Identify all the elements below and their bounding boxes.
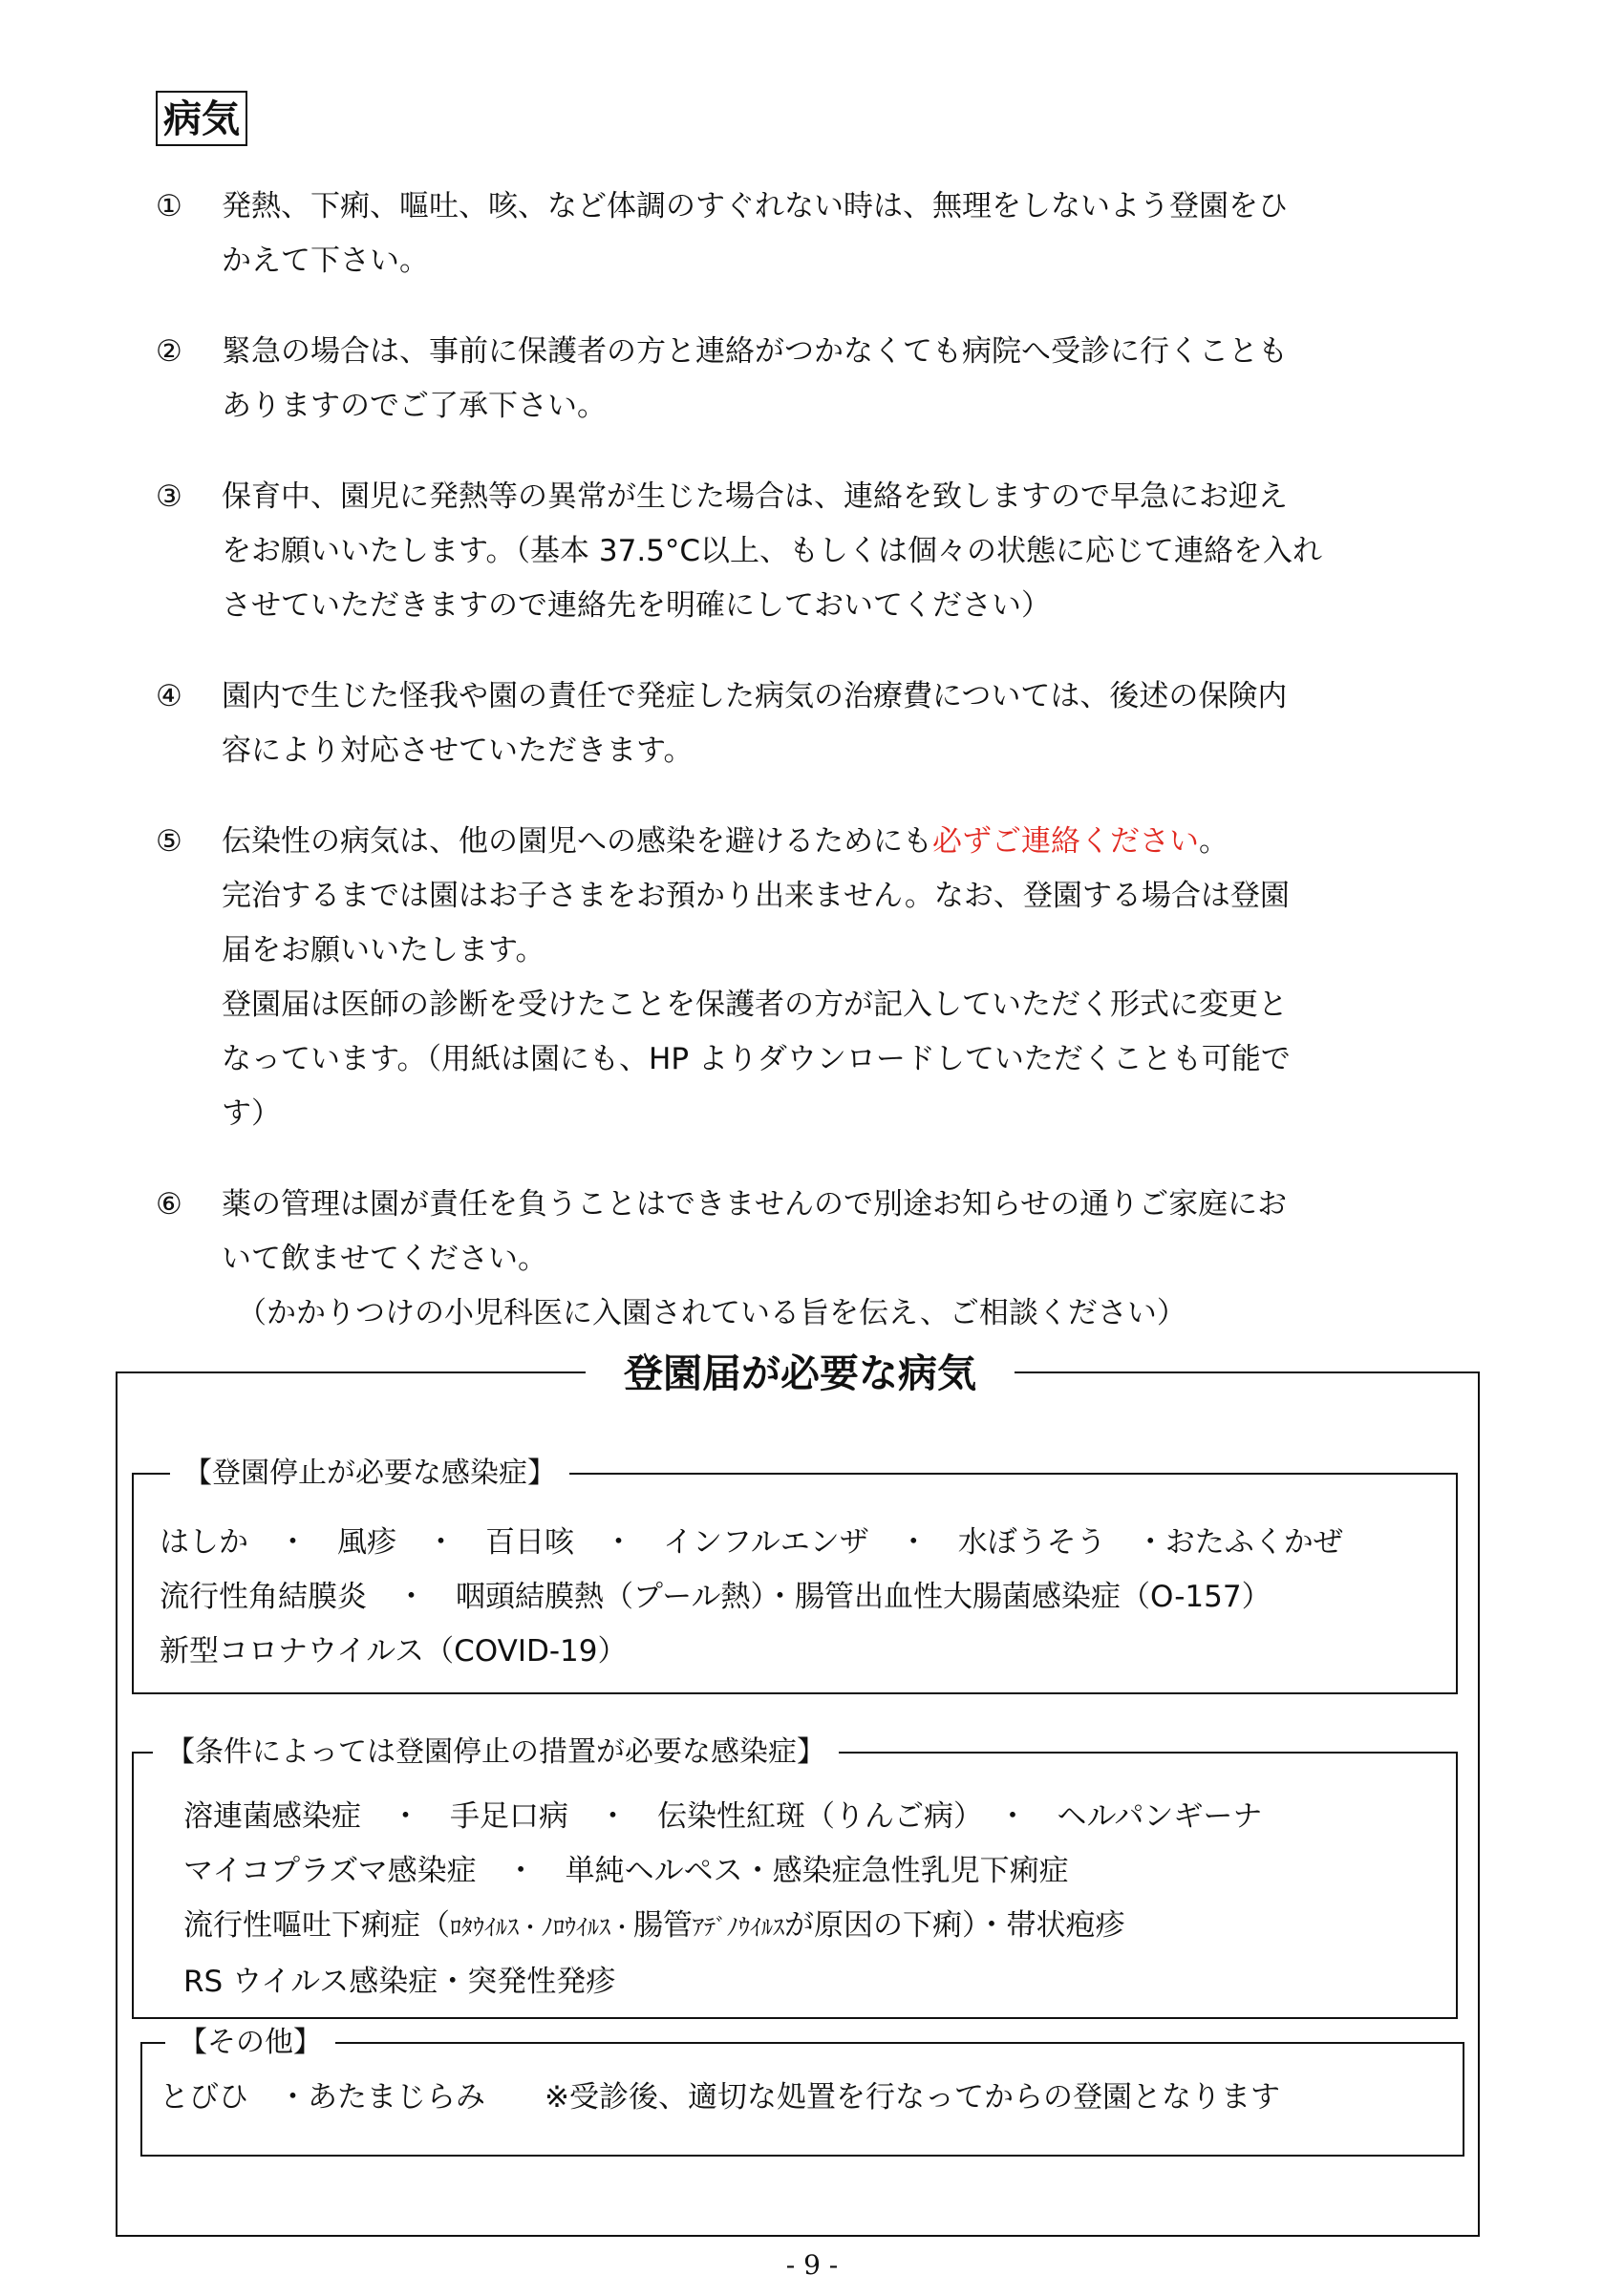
item-text-prefix: 伝染性の病気は、他の園児への感染を避けるためにも	[222, 824, 932, 859]
item-number: ②	[156, 334, 182, 369]
small-text: ﾛﾀｳｲﾙｽ・ﾉﾛｳｲﾙｽ・	[450, 1914, 633, 1941]
section-line	[183, 1899, 1262, 1955]
item-number: ③	[156, 479, 182, 514]
page-number: - 9 -	[785, 2249, 839, 2281]
item-text: 届をお願いいたします。	[222, 933, 545, 967]
list-item	[156, 180, 1436, 288]
item-text-suffix: 。	[1199, 824, 1229, 859]
item-text: 園内で生じた怪我や園の責任で発症した病気の治療費については、後述の保険内	[222, 679, 1288, 713]
item-text: 発熱、下痢、嘔吐、咳、など体調のすぐれない時は、無理をしないよう登園をひ	[222, 189, 1288, 223]
notice-list	[156, 180, 1436, 1377]
item-text: させていただきますので連絡先を明確にしておいてください）	[222, 588, 1051, 623]
list-item	[156, 1178, 1436, 1341]
page-title: 病気	[156, 91, 247, 146]
emphasis-text: 必ずご連絡ください	[932, 824, 1199, 859]
item-text: 登園届は医師の診断を受けたことを保護者の方が記入していただく形式に変更と	[222, 988, 1288, 1022]
item-text: 薬の管理は園が責任を負うことはできませんので別途お知らせの通りご家庭にお	[222, 1187, 1288, 1222]
box-title: 登園届が必要な病気	[586, 1347, 1015, 1400]
item-text: 完治するまでは園はお子さまをお預かり出来ません。なお、登園する場合は登園	[222, 879, 1290, 913]
item-text: 緊急の場合は、事前に保護者の方と連絡がつかなくても病院へ受診に行くことも	[222, 334, 1288, 369]
section-heading: 【登園停止が必要な感染症】	[170, 1455, 569, 1493]
section-heading: 【その他】	[165, 2024, 335, 2062]
line-prefix: 流行性嘔吐下痢症（	[183, 1908, 450, 1943]
item-text: 容により対応させていただきます。	[222, 733, 694, 768]
section-heading: 【条件によっては登園停止の措置が必要な感染症】	[153, 1733, 839, 1772]
item-text: 保育中、園児に発熱等の異常が生じた場合は、連絡を致しますので早急にお迎え	[222, 479, 1288, 514]
item-text: をお願いいたします。（基本 37.5°C以上、もしくは個々の状態に応じて連絡を入れ	[222, 534, 1323, 568]
item-text: いて飲ませてください。	[222, 1242, 547, 1276]
disease-box	[116, 1350, 1480, 2237]
section-line: 流行性角結膜炎 ・ 咽頭結膜熱（プール熱）・腸管出血性大腸菌感染症（O-157）	[160, 1580, 1271, 1614]
section-line: 溶連菌感染症 ・ 手足口病 ・ 伝染性紅斑（りんご病） ・ ヘルパンギーナ	[183, 1799, 1263, 1834]
item-text: す）	[222, 1096, 281, 1131]
line-mid: 腸管	[633, 1908, 693, 1943]
item-number: ⑤	[156, 824, 182, 859]
section-line: マイコプラズマ感染症 ・ 単純ヘルペス・感染症急性乳児下痢症	[183, 1854, 1069, 1888]
item-text: なっています。（用紙は園にも、HP よりダウンロードしていただくことも可能で	[222, 1042, 1291, 1076]
item-number: ①	[156, 189, 182, 223]
list-item	[156, 470, 1436, 633]
item-number: ⑥	[156, 1187, 182, 1222]
section-other	[140, 2026, 1464, 2157]
list-item	[156, 815, 1436, 1141]
item-number: ④	[156, 679, 182, 713]
list-item	[156, 670, 1436, 778]
section-suspension	[132, 1456, 1458, 1694]
line-suffix: が原因の下痢）・帯状疱疹	[784, 1908, 1125, 1943]
section-line: 新型コロナウイルス（COVID-19）	[160, 1634, 628, 1669]
item-text	[222, 815, 1436, 869]
section-line: とびひ ・あたまじらみ ※受診後、適切な処置を行なってからの登園となります	[160, 2080, 1280, 2115]
item-text: （かかりつけの小児科医に入園されている旨を伝え、ご相談ください）	[237, 1296, 1186, 1330]
item-text: ありますのでご了承下さい。	[222, 389, 607, 423]
section-conditional	[132, 1735, 1458, 2019]
item-text: かえて下さい。	[222, 244, 429, 278]
section-line: はしか ・ 風疹 ・ 百日咳 ・ インフルエンザ ・ 水ぼうそう ・おたふくかぜ	[160, 1525, 1343, 1560]
small-text: ｱﾃﾞﾉｳｲﾙｽ	[693, 1914, 784, 1941]
section-line: RS ウイルス感染症・突発性発疹	[183, 1965, 616, 1999]
list-item	[156, 325, 1436, 434]
